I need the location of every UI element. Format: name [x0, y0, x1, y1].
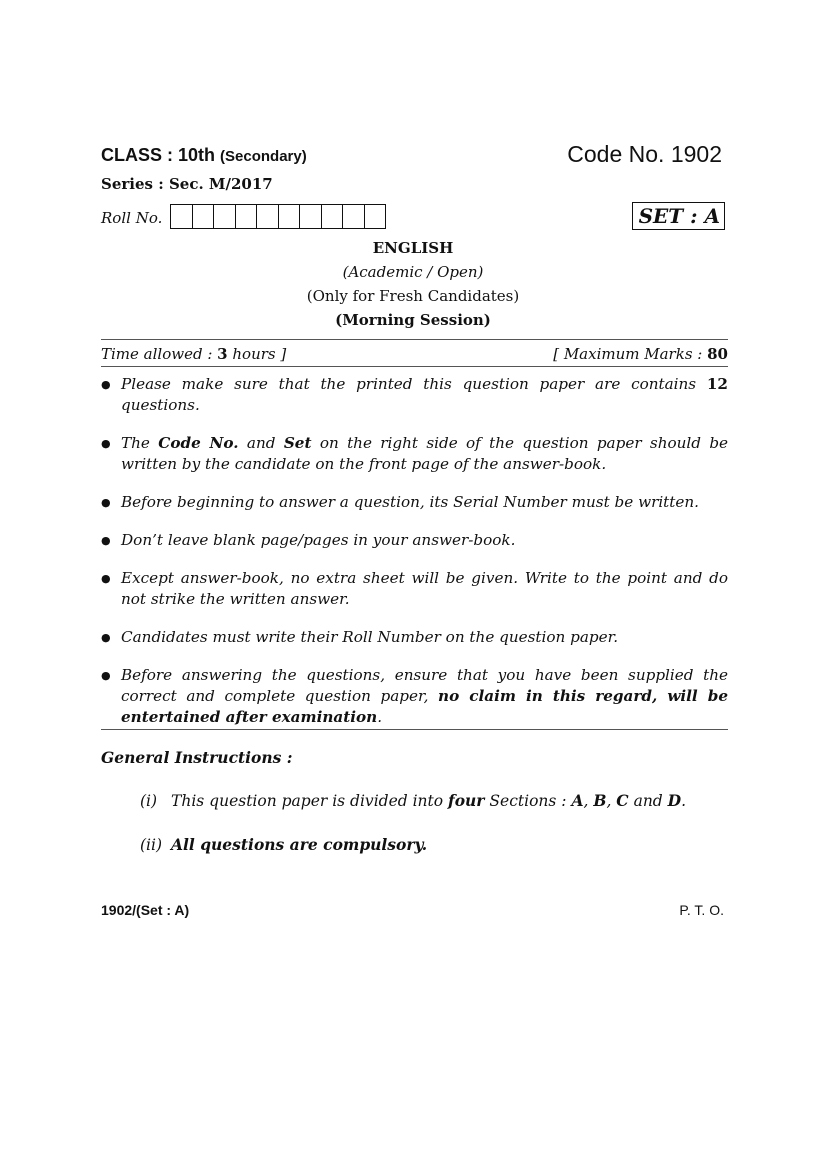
divider [101, 366, 728, 367]
subject-title: ENGLISH [372, 239, 454, 257]
list-item: ● Don’t leave blank page/pages in your answer-book. [101, 530, 728, 551]
stream-subtitle: (Academic / Open) [342, 263, 484, 281]
list-item: ● Please make sure that the printed this question paper are contains 12 questions. [101, 374, 728, 416]
timing-row [101, 345, 728, 363]
maximum-marks: [ Maximum Marks : 80 [553, 345, 728, 363]
roll-digit-box [193, 205, 215, 228]
candidates-subtitle: (Only for Fresh Candidates) [306, 287, 520, 305]
footer-code: 1902/(Set : A) [101, 902, 190, 918]
roll-digit-box [322, 205, 344, 228]
roll-digit-box [214, 205, 236, 228]
divider [101, 339, 728, 340]
code-number: Code No. 1902 [567, 141, 722, 167]
divider [101, 729, 728, 730]
roll-digit-box [300, 205, 322, 228]
set-badge: SET : A [632, 202, 725, 230]
list-item: ● Before answering the questions, ensure that you have been supplied the correct and complete question paper, no claim in this regard, will be entertained after examination. [101, 665, 728, 728]
list-item: ● The Code No. and Set on the right side of the question paper should be written by the candidate on the front page of the answer-book. [101, 433, 728, 475]
instruction-list [101, 374, 728, 728]
time-allowed: Time allowed : 3 hours ] [101, 345, 287, 363]
roll-digit-box [257, 205, 279, 228]
session-subtitle: (Morning Session) [335, 311, 491, 329]
roll-digit-box [236, 205, 258, 228]
general-instructions-title: General Instructions : [101, 748, 293, 767]
list-item: ● Candidates must write their Roll Number on the question paper. [101, 627, 728, 648]
footer-pto: P. T. O. [679, 902, 724, 918]
roll-digit-box [279, 205, 301, 228]
roll-digit-box [365, 205, 386, 228]
class-label: CLASS : 10th (Secondary) [101, 145, 307, 165]
roll-number-boxes [170, 204, 386, 229]
general-instruction-1: (i) This question paper is divided into four Sections : A, B, C and D. [140, 791, 687, 810]
roll-digit-box [343, 205, 365, 228]
list-item: ● Before beginning to answer a question, its Serial Number must be written. [101, 492, 728, 513]
list-item: ● Except answer-book, no extra sheet will be given. Write to the point and do not strike the written answer. [101, 568, 728, 610]
general-instruction-2: (ii) All questions are compulsory. [140, 835, 428, 854]
roll-number-label: Roll No. [101, 209, 163, 227]
series-label: Series : Sec. M/2017 [101, 175, 273, 193]
roll-digit-box [171, 205, 193, 228]
